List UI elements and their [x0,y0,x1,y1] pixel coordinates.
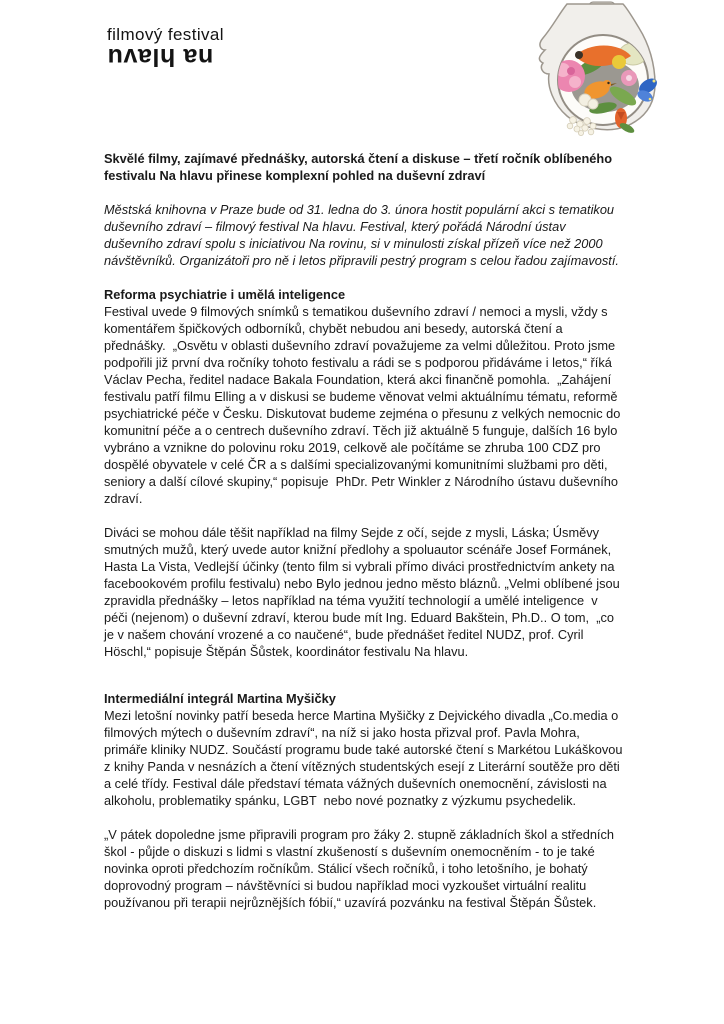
intermedial-paragraph-1: Mezi letošní novinky patří beseda herce Martina Myšičky z Dejvického divadla „Co.media o filmových mýtech o duševním zdraví“, na níž si jako hosta přizval prof. Pavla Mohra, primáře kliniky NUDZ. Součástí programu bude také autorské čtení s Markétou Lukáškovou z knihy Panda v nesnázích a čtení vítězných studentských esejí z Literární soutěže pro děti a celé třídy. Festival dále představí témata vážných duševních onemocnění, závislosti na alkoholu, problematiky spánku, LGBT nebo nové poznatky z výzkumu psychedelik. [104,708,627,808]
head-flowers-illustration [533,0,663,138]
yellow-flower-icon [612,55,626,69]
intermedial-paragraph-2: „V pátek dopoledne jsme připravili program pro žáky 2. stupně základních škol a středních škol - půjde o diskuzi s lidmi s vlastní zkušeností s duševním onemocněním - to je také novinka oproti předchozím ročníkům. Stálicí všech ročníků, i toho letošního, je bohatý doprovodný program – návštěvníci si budou například moci vyzkoušet virtuální realitu používanou při terapii nejrůznějších fóbií,“ uzavírá pozvánku na festival Štěpán Šůstek. [104,827,618,910]
section-heading-psychiatry: Reforma psychiatrie i umělá inteligence [104,287,346,302]
logo-text-top: filmový festival [107,25,224,44]
lead-paragraph: Městská knihovna v Praze bude od 31. ledna do 3. února hostit populární akci s tematikou duševního zdraví – filmový festival Na hlavu. Festival, který pořádá Národní ústav duševního zdraví spolu s iniciativou Na rovinu, si v minulosti získal přízeň více než 2000 návštěvníků. Organizátoři pro ně i letos připravili pestrý program s celou řadou zajímavostí. [104,202,619,268]
small-pink-flower-icon [621,70,637,86]
logo-text-flipped: na hlavu [107,43,214,71]
psychiatry-paragraph-2: Diváci se mohou dále těšit například na filmy Sejde z očí, sejde z mysli, Láska; Úsměvy smutných mužů, který uvede autor knižní předlohy a spoluautor scénáře Josef Formánek, Hasta La Vista, Vedlejší účinky (tento film si vybrali přímo diváci prostřednictvím ankety na facebookovém profilu festivalu) nebo Bylo jednou jedno město bláznů. „Velmi oblíbené jsou zpravidla přednášky – letos například na téma využití technologií a umělé inteligence v péči (nejenom) o duševní zdraví, kterou bude mít Ing. Eduard Bakštein, Ph.D.. O tom, „co je v našem chování vrozené a co naučené“, bude přednášet ředitel NUDZ, prof. Cyril Höschl,“ popisuje Štěpán Šůstek, koordinátor festivalu Na hlavu. [104,525,624,659]
inverted-head-illustration-svg [533,0,663,138]
document-title: Skvělé filmy, zajímavé přednášky, autorská čtení a diskuse – třetí ročník oblíbeného festivalu Na hlavu přinese komplexní pohled na duševní zdraví [104,151,616,183]
section-heading-intermedial: Intermediální integrál Martina Myšičky [104,691,336,706]
document-body [104,150,627,928]
psychiatry-paragraph-1: Festival uvede 9 filmových snímků s tematikou duševního zdraví / nemoci a mysli, vždy s komentářem špičkových odborníků, chybět nebudou ani besedy, autorská čtení a přednášky. „Osvětu v oblasti duševního zdraví považujeme za velmi důležitou. Proto jsme podpořili již první dva ročníky tohoto festivalu a rádi se s podporou přidáváme i letos,“ říká Václav Pecha, ředitel nadace Bakala Foundation, která akci finančně pomohla. „Zahájení festivalu patří filmu Elling a v diskusi se budeme věnovat velmi aktuálnímu tématu, reformě psychiatrické péče v Česku. Diskutovat budeme zejména o přesunu z velkých nemocnic do komunitní péče a o centrech duševního zdraví. Těch již aktuálně 5 funguje, dalších 16 bylo vybráno a vznikne do polovinu roku 2019, celkově ale počítáme se zhruba 100 CDZ pro dospělé obyvatele v celé ČR a s dalšími specializovanými komunitními službami pro děti, seniory a další cílové skupiny,“ popisuje PhDr. Petr Winkler z Národního ústavu duševního zdraví. [104,304,624,506]
festival-logo [107,26,224,69]
